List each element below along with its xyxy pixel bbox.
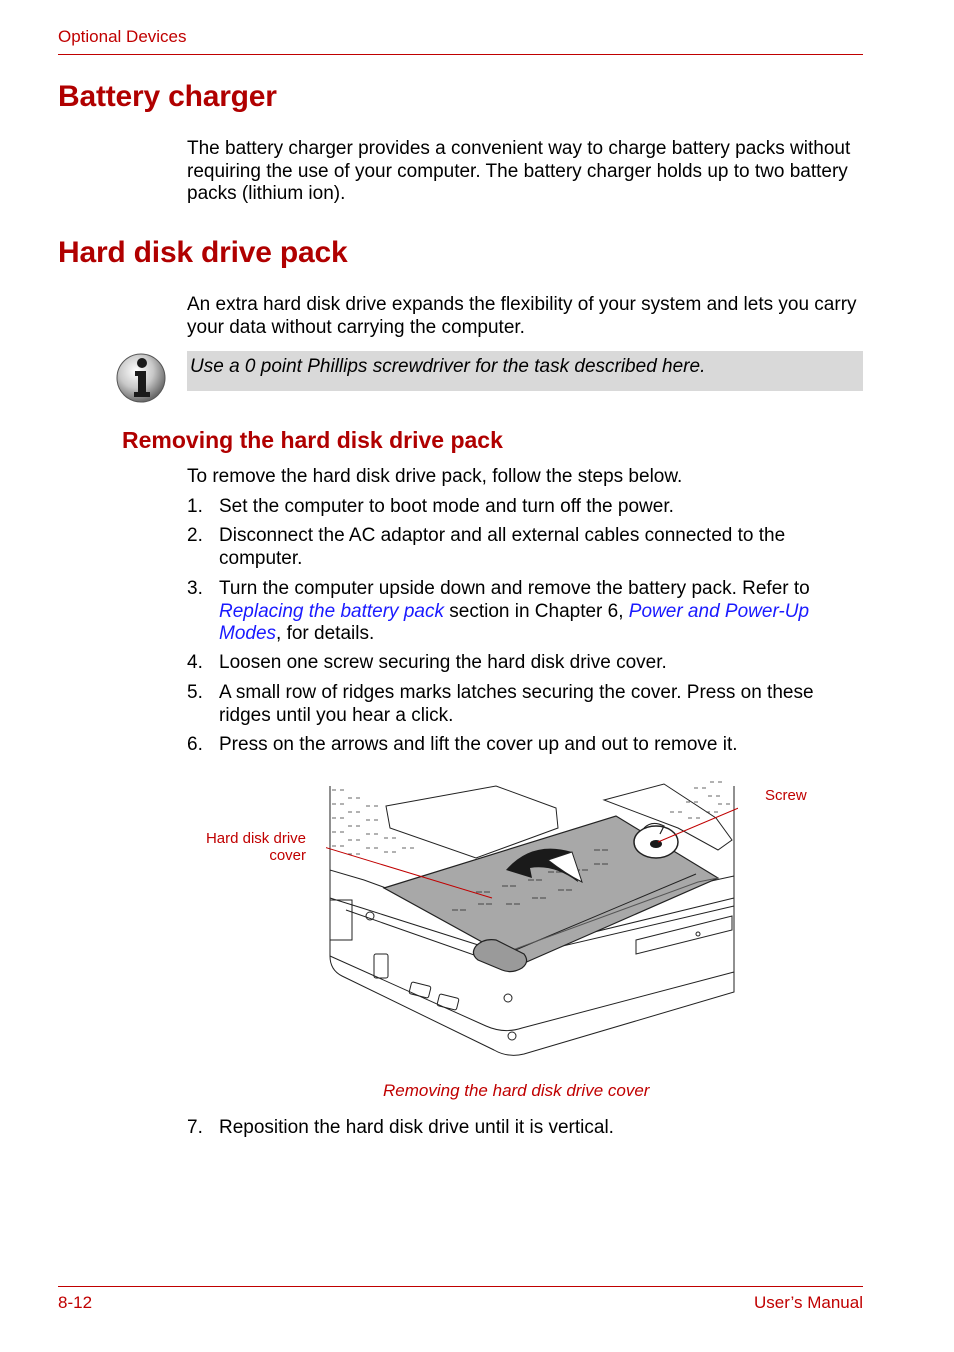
battery-charger-heading: Battery charger	[58, 80, 277, 113]
battery-charger-paragraph: The battery charger provides a convenient way to charge battery packs without requiring the use of your computer. The battery charger holds up to two battery packs (lithium ion).	[187, 138, 851, 204]
step-number: 4.	[187, 652, 203, 673]
step-number: 7.	[187, 1117, 203, 1138]
footer-rule	[58, 1286, 863, 1287]
step-text-part: Turn the computer upside down and remove the battery pack. Refer to	[219, 578, 810, 599]
header-rule	[58, 54, 863, 55]
step-number: 6.	[187, 734, 203, 755]
removing-heading: Removing the hard disk drive pack	[122, 427, 503, 453]
hdd-pack-paragraph: An extra hard disk drive expands the flexibility of your system and lets you carry your data without carrying the computer.	[187, 294, 857, 338]
removing-intro: To remove the hard disk drive pack, follow the steps below.	[187, 466, 683, 487]
step-number: 5.	[187, 682, 203, 703]
step-text-part: section in Chapter 6,	[443, 600, 629, 622]
replacing-battery-pack-link[interactable]: Replacing the battery pack	[219, 600, 444, 622]
step-text: Press on the arrows and lift the cover up and out to remove it.	[219, 734, 738, 755]
power-and-power-up-modes-link[interactable]: Power and Power-Up Modes	[219, 600, 810, 644]
step-text: A small row of ridges marks latches securing the cover. Press on these ridges until you hear a click.	[219, 682, 814, 726]
hdd-pack-heading: Hard disk drive pack	[58, 236, 348, 269]
step-text: Set the computer to boot mode and turn off the power.	[219, 496, 674, 517]
manual-title: User’s Manual	[754, 1293, 863, 1312]
note-text: Use a 0 point Phillips screwdriver for the task described here.	[190, 356, 706, 377]
running-header: Optional Devices	[58, 27, 187, 46]
info-icon	[114, 352, 168, 404]
hdd-cover-callout	[192, 830, 306, 864]
step-number: 3.	[187, 578, 203, 599]
callout-line: Hard disk drive	[205, 830, 306, 847]
step-text: Reposition the hard disk drive until it is vertical.	[219, 1117, 614, 1138]
step-text-part: , for details.	[276, 623, 375, 644]
step-number: 2.	[187, 525, 203, 546]
hdd-cover-illustration	[326, 778, 738, 1076]
step-number: 1.	[187, 496, 203, 517]
figure-caption: Removing the hard disk drive cover	[383, 1081, 650, 1100]
step-text: Loosen one screw securing the hard disk drive cover.	[219, 652, 667, 673]
step-text: Disconnect the AC adaptor and all external cables connected to the computer.	[219, 525, 786, 569]
step-text	[219, 578, 869, 646]
screw-callout: Screw	[765, 787, 807, 804]
page-number: 8-12	[58, 1293, 93, 1312]
callout-line: cover	[269, 847, 306, 864]
